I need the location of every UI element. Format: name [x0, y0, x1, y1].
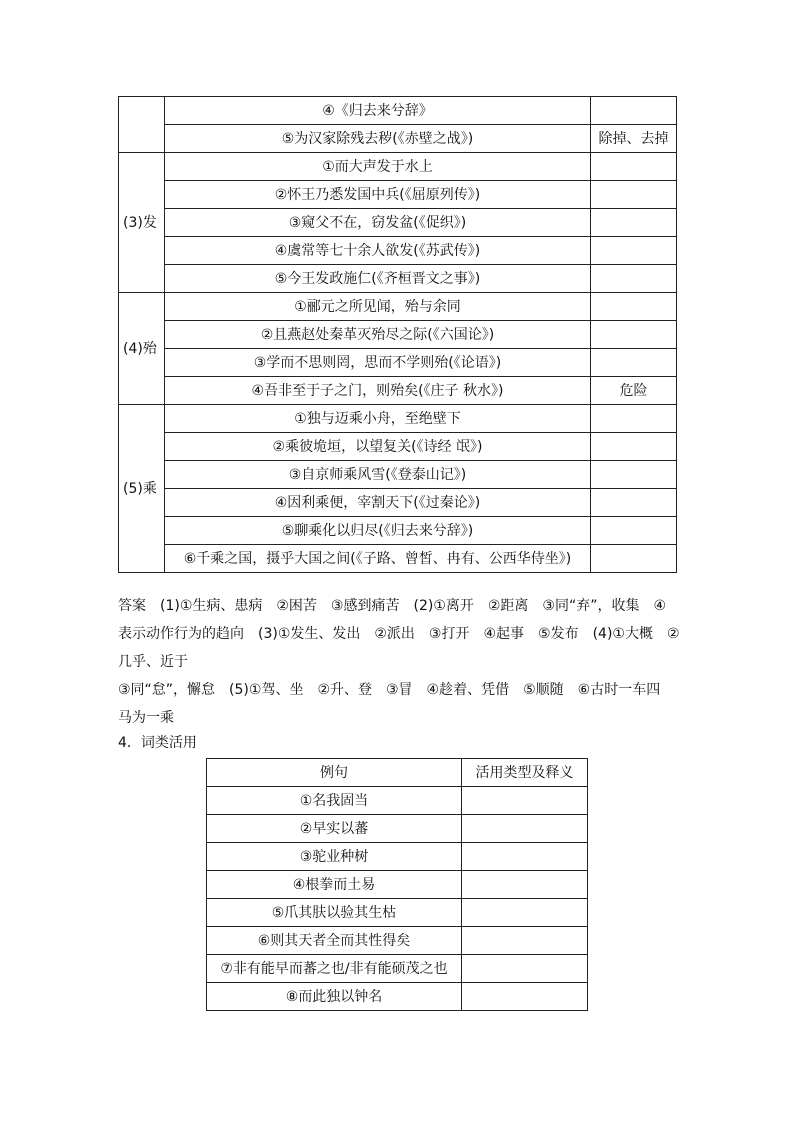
- meaning-cell: [591, 97, 677, 125]
- answer-line: 表示动作行为的趋向 (3)①发生、发出 ②派出 ③打开 ④起事 ⑤发布 (4)①大概 ②: [118, 626, 680, 642]
- word-class-table: [206, 758, 588, 1011]
- sentence-cell: ④《归去来兮辞》: [165, 97, 591, 125]
- sentence-cell: ④吾非至于子之门，则殆矣(《庄子 秋水》): [165, 377, 591, 405]
- sentence-cell: ③自京师乘风雪(《登泰山记》): [165, 461, 591, 489]
- example-cell: ②早实以蕃: [207, 815, 462, 843]
- meaning-cell: [591, 153, 677, 181]
- meaning-cell: [591, 433, 677, 461]
- example-cell: ④根拳而土易: [207, 871, 462, 899]
- section-heading: 4．词类活用: [118, 735, 197, 751]
- table-header-row: [207, 759, 588, 787]
- sentence-cell: ②乘彼垝垣，以望复关(《诗经 氓》): [165, 433, 591, 461]
- table-row: [119, 405, 677, 433]
- answer-cell: [462, 815, 588, 843]
- table-row: [207, 815, 588, 843]
- sentence-cell: ④因利乘便，宰割天下(《过秦论》): [165, 489, 591, 517]
- word-cell-dai: (4)殆: [119, 293, 165, 405]
- sentence-cell: ⑤今王发政施仁(《齐桓晋文之事》): [165, 265, 591, 293]
- sentence-cell: ⑤聊乘化以归尽(《归去来兮辞》): [165, 517, 591, 545]
- table-row: [119, 209, 677, 237]
- answer-cell: [462, 843, 588, 871]
- table-row: [119, 349, 677, 377]
- example-cell: ⑥则其天者全而其性得矣: [207, 927, 462, 955]
- table-row: [207, 787, 588, 815]
- example-cell: ①名我固当: [207, 787, 462, 815]
- table-row: [207, 955, 588, 983]
- table-row: [119, 433, 677, 461]
- meaning-cell: [591, 461, 677, 489]
- example-cell: ⑦非有能早而蕃之也/非有能硕茂之也: [207, 955, 462, 983]
- answer-cell: [462, 899, 588, 927]
- sentence-cell: ④虞常等七十余人欲发(《苏武传》): [165, 237, 591, 265]
- table-row: [119, 97, 677, 125]
- sentence-cell: ①而大声发于水上: [165, 153, 591, 181]
- word-cell-fa: (3)发: [119, 153, 165, 293]
- table-row: [119, 265, 677, 293]
- table-row: [207, 899, 588, 927]
- meaning-cell: [591, 293, 677, 321]
- sentence-cell: ②且燕赵处秦革灭殆尽之际(《六国论》): [165, 321, 591, 349]
- sentence-cell: ②怀王乃悉发国中兵(《屈原列传》): [165, 181, 591, 209]
- answer-cell: [462, 787, 588, 815]
- answer-line: 几乎、近于: [118, 654, 188, 670]
- meaning-cell: [591, 405, 677, 433]
- polysemy-table: [118, 96, 677, 573]
- sentence-cell: ③窥父不在，窃发盆(《促织》): [165, 209, 591, 237]
- word-cell-cheng: (5)乘: [119, 405, 165, 573]
- table-row: [207, 871, 588, 899]
- answer-cell: [462, 983, 588, 1011]
- table-row: [119, 181, 677, 209]
- answer-cell: [462, 927, 588, 955]
- example-cell: ③驼业种树: [207, 843, 462, 871]
- sentence-cell: ③学而不思则罔，思而不学则殆(《论语》): [165, 349, 591, 377]
- meaning-cell: [591, 237, 677, 265]
- answer-cell: [462, 955, 588, 983]
- sentence-cell: ①郦元之所见闻，殆与余同: [165, 293, 591, 321]
- table-row: [119, 237, 677, 265]
- word-cell: [119, 97, 165, 153]
- table-row: [119, 517, 677, 545]
- sentence-cell: ⑤为汉家除残去秽(《赤壁之战》): [165, 125, 591, 153]
- example-cell: ⑧而此独以钟名: [207, 983, 462, 1011]
- table-row: [119, 489, 677, 517]
- table-row: [119, 125, 677, 153]
- meaning-cell: [591, 349, 677, 377]
- answer-line: ③同“怠”，懈怠 (5)①驾、坐 ②升、登 ③冒 ④趁着、凭借 ⑤顺随 ⑥古时一车四: [118, 682, 661, 698]
- meaning-cell: [591, 209, 677, 237]
- sentence-cell: ①独与迈乘小舟，至绝壁下: [165, 405, 591, 433]
- example-cell: ⑤爪其肤以验其生枯: [207, 899, 462, 927]
- answer-line: 马为一乘: [118, 710, 174, 726]
- meaning-cell: [591, 489, 677, 517]
- table-row: [119, 321, 677, 349]
- table-row: [119, 153, 677, 181]
- meaning-cell: [591, 265, 677, 293]
- table-row: [119, 293, 677, 321]
- meaning-cell: [591, 181, 677, 209]
- meaning-cell: [591, 321, 677, 349]
- table-row: [207, 983, 588, 1011]
- answer-cell: [462, 871, 588, 899]
- table-row: [119, 545, 677, 573]
- table-row: [207, 843, 588, 871]
- column-header: 活用类型及释义: [462, 759, 588, 787]
- answer-block: [118, 592, 678, 732]
- meaning-cell: [591, 517, 677, 545]
- table-row: [119, 461, 677, 489]
- sentence-cell: ⑥千乘之国，摄乎大国之间(《子路、曾皙、冉有、公西华侍坐》): [165, 545, 591, 573]
- meaning-cell: [591, 545, 677, 573]
- column-header: 例句: [207, 759, 462, 787]
- table-row: [119, 377, 677, 405]
- table-row: [207, 927, 588, 955]
- meaning-cell: 危险: [591, 377, 677, 405]
- meaning-cell: 除掉、去掉: [591, 125, 677, 153]
- answer-line: 答案 (1)①生病、患病 ②困苦 ③感到痛苦 (2)①离开 ②距离 ③同“弃”，收集 ④: [118, 598, 667, 614]
